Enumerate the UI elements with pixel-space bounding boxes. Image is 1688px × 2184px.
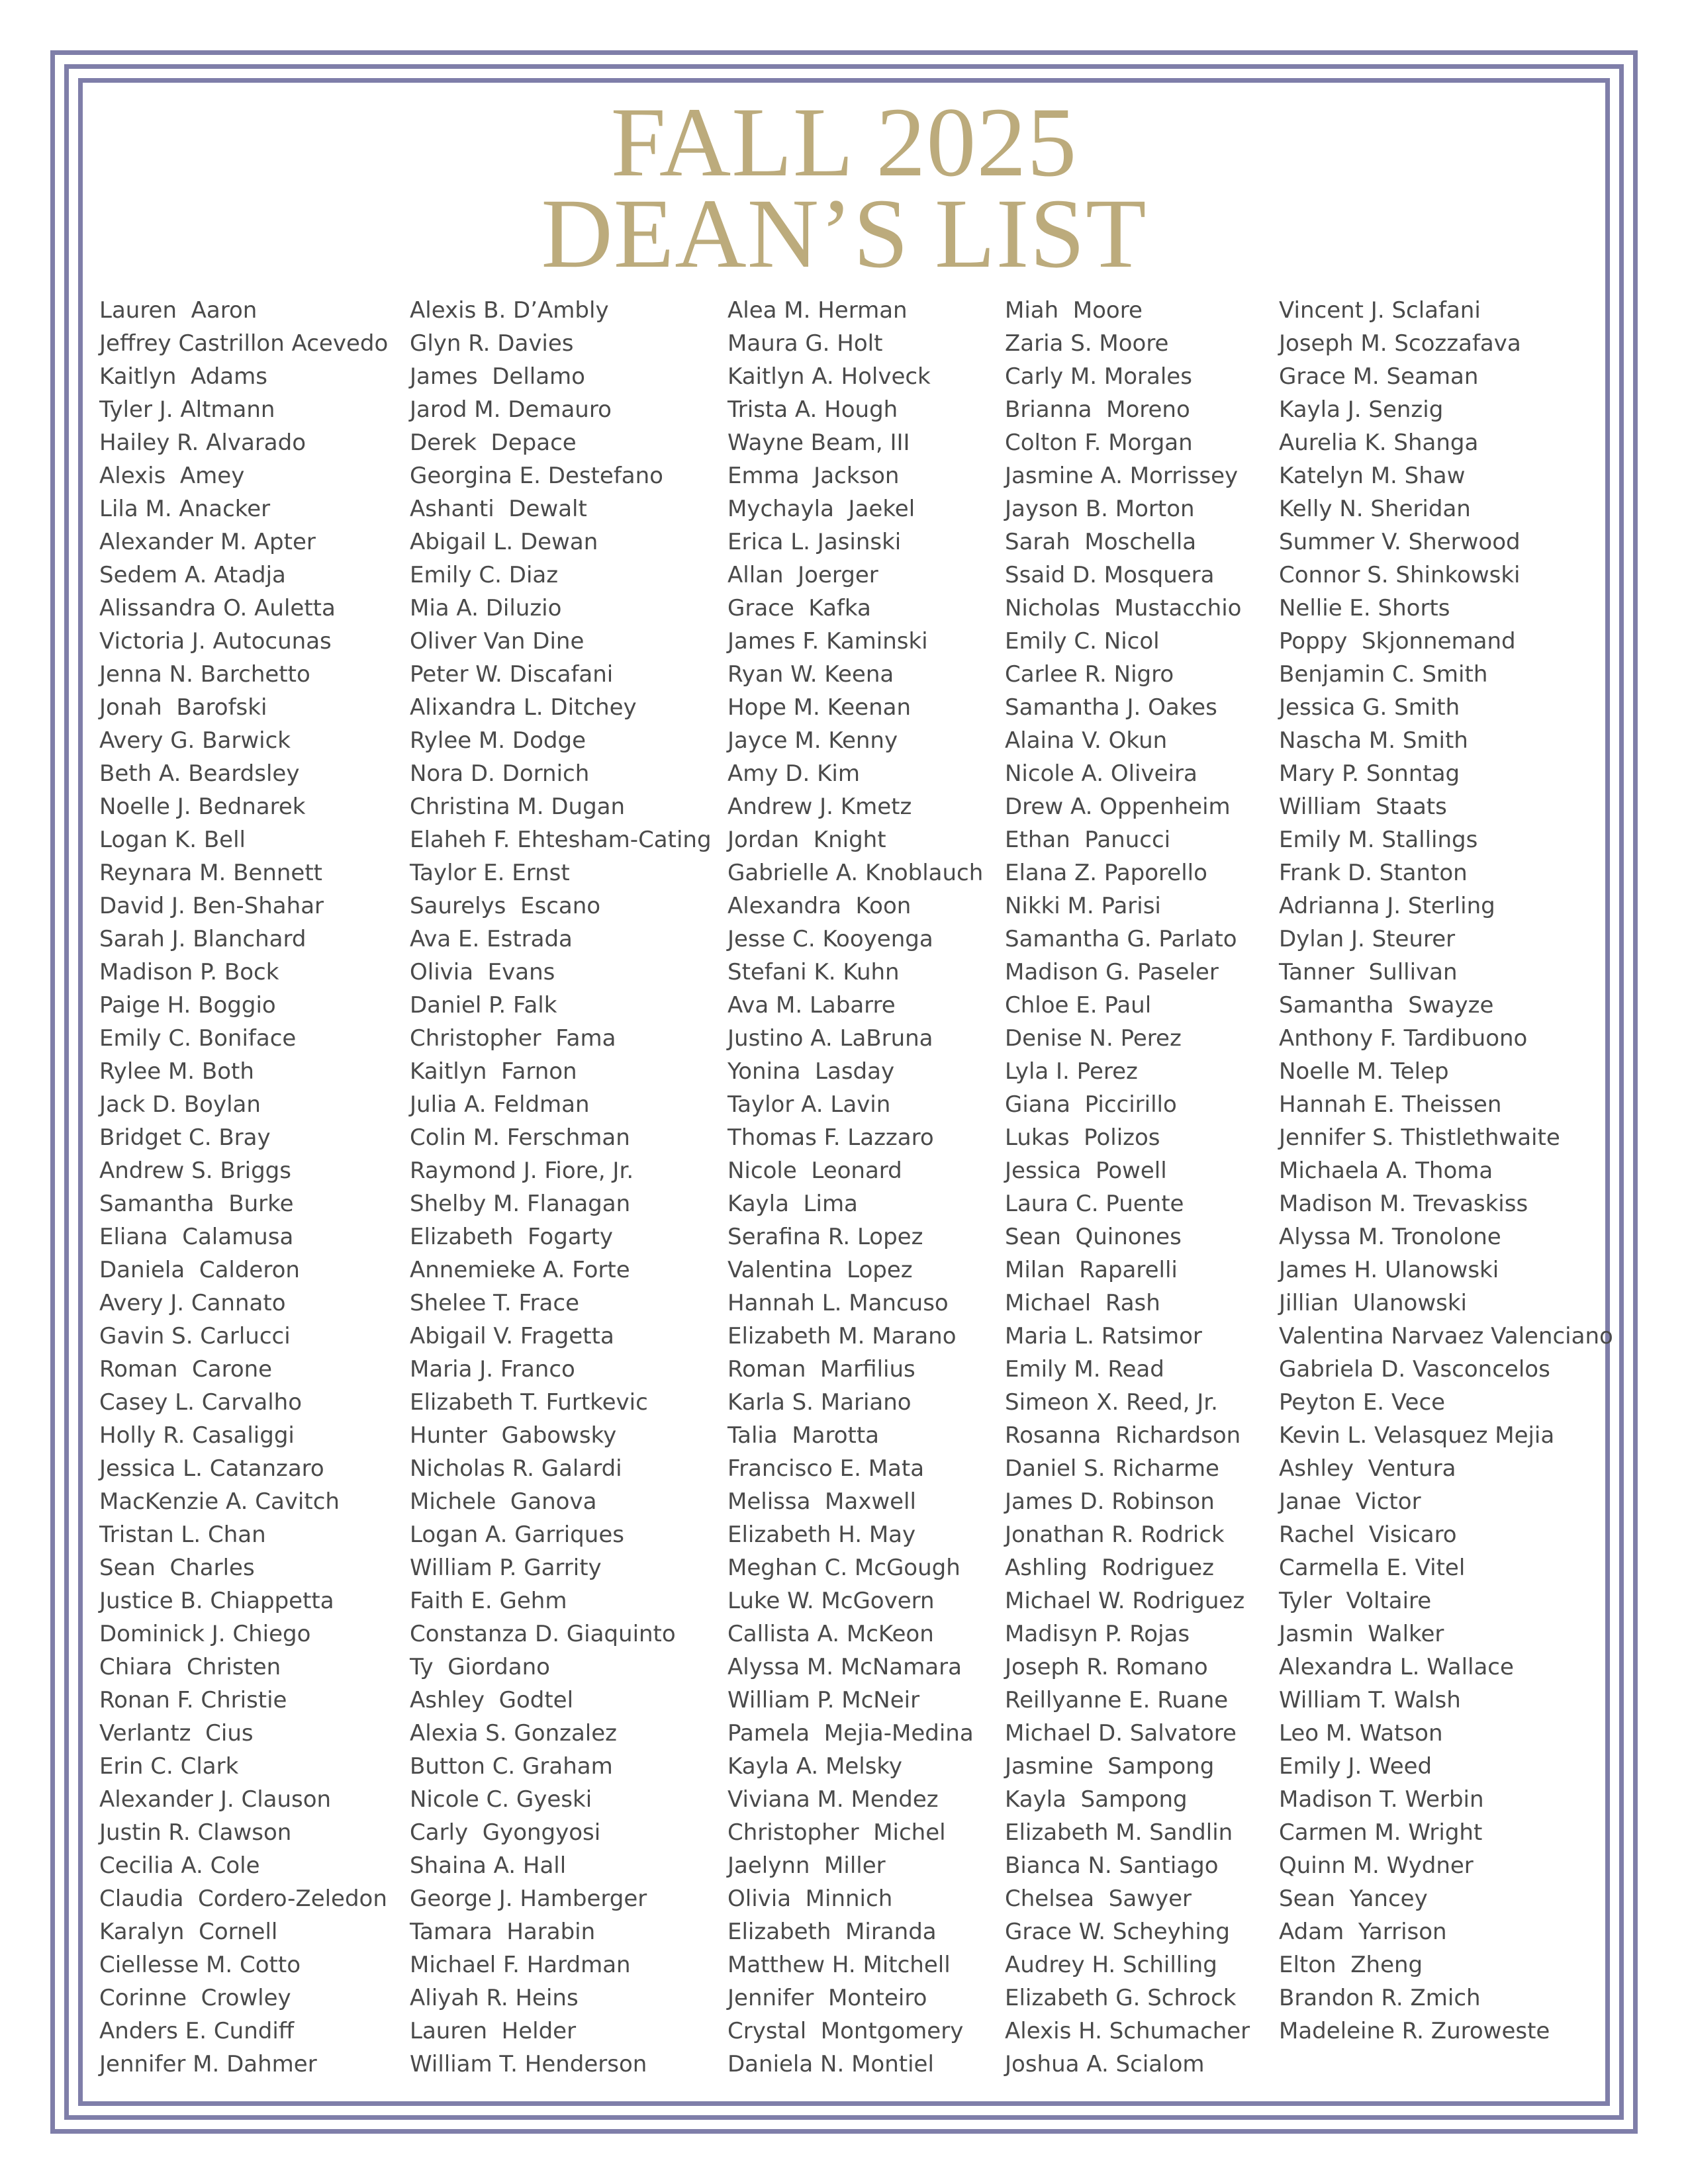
- student-name: Karalyn Cornell: [99, 1919, 278, 1945]
- student-name: Jordan Knight: [727, 827, 886, 853]
- student-name: Elizabeth H. May: [727, 1522, 916, 1548]
- student-name: Colin M. Ferschman: [410, 1124, 630, 1151]
- student-name: Beth A. Beardsley: [99, 760, 300, 787]
- student-name: Chiara Christen: [99, 1654, 281, 1680]
- student-name: Joseph M. Scozzafava: [1279, 330, 1521, 357]
- student-name: Alexander M. Apter: [99, 529, 316, 555]
- student-name: Summer V. Sherwood: [1279, 529, 1521, 555]
- student-name: Lila M. Anacker: [99, 496, 271, 522]
- student-name: Talia Marotta: [727, 1422, 880, 1449]
- student-name: Miah Moore: [1005, 297, 1143, 324]
- student-name: Bianca N. Santiago: [1005, 1852, 1219, 1879]
- name-column-3: [727, 294, 983, 2081]
- name-column-2: [410, 294, 712, 2081]
- student-name: Jasmine A. Morrissey: [1005, 463, 1239, 489]
- student-name: Mychayla Jaekel: [727, 496, 915, 522]
- student-name: Chloe E. Paul: [1005, 992, 1152, 1019]
- student-name: Dylan J. Steurer: [1279, 926, 1456, 952]
- student-name: Rachel Visicaro: [1279, 1522, 1457, 1548]
- student-name: Jennifer S. Thistlethwaite: [1279, 1124, 1560, 1151]
- student-name: Roman Marfilius: [727, 1356, 915, 1383]
- student-name: Carly M. Morales: [1005, 363, 1192, 390]
- student-name: Constanza D. Giaquinto: [410, 1621, 676, 1647]
- student-name: Casey L. Carvalho: [99, 1389, 302, 1416]
- student-name: Gabriela D. Vasconcelos: [1279, 1356, 1550, 1383]
- student-name: Frank D. Stanton: [1279, 860, 1468, 886]
- student-name: MacKenzie A. Cavitch: [99, 1488, 340, 1515]
- student-name: Zaria S. Moore: [1005, 330, 1169, 357]
- student-name: Derek Depace: [410, 430, 577, 456]
- student-name: Maria L. Ratsimor: [1005, 1323, 1202, 1349]
- student-name: Oliver Van Dine: [410, 628, 585, 655]
- student-name: Tristan L. Chan: [99, 1522, 266, 1548]
- student-name: Annemieke A. Forte: [410, 1257, 630, 1283]
- student-name: Gabrielle A. Knoblauch: [727, 860, 984, 886]
- student-name: Lauren Helder: [410, 2018, 577, 2044]
- student-name: Michele Ganova: [410, 1488, 597, 1515]
- student-name: Jennifer Monteiro: [727, 1985, 927, 2011]
- student-name: Jeffrey Castrillon Acevedo: [99, 330, 389, 357]
- student-name: Madison G. Paseler: [1005, 959, 1219, 985]
- student-name: Justino A. LaBruna: [727, 1025, 933, 1052]
- student-name: Michael Rash: [1005, 1290, 1160, 1316]
- student-name: Yonina Lasday: [727, 1058, 895, 1085]
- student-name: Leo M. Watson: [1279, 1720, 1443, 1747]
- student-name: James D. Robinson: [1005, 1488, 1215, 1515]
- student-name: Maura G. Holt: [727, 330, 883, 357]
- student-name: Corinne Crowley: [99, 1985, 291, 2011]
- student-name: Kaitlyn A. Holveck: [727, 363, 931, 390]
- student-name: Lyla I. Perez: [1005, 1058, 1138, 1085]
- student-name: Taylor A. Lavin: [727, 1091, 891, 1118]
- student-name: Alyssa M. McNamara: [727, 1654, 962, 1680]
- student-name: Alissandra O. Auletta: [99, 595, 336, 621]
- student-name: Elizabeth T. Furtkevic: [410, 1389, 648, 1416]
- student-name: Samantha G. Parlato: [1005, 926, 1237, 952]
- student-name: James F. Kaminski: [727, 628, 928, 655]
- student-name: Roman Carone: [99, 1356, 273, 1383]
- student-name: James Dellamo: [410, 363, 585, 390]
- student-name: Maria J. Franco: [410, 1356, 575, 1383]
- student-name: Tanner Sullivan: [1279, 959, 1458, 985]
- student-name: Cecilia A. Cole: [99, 1852, 260, 1879]
- student-name: Drew A. Oppenheim: [1005, 794, 1231, 820]
- student-name: Nikki M. Parisi: [1005, 893, 1161, 919]
- student-name: William P. Garrity: [410, 1555, 602, 1581]
- student-name: Christopher Michel: [727, 1819, 946, 1846]
- student-name: Emily J. Weed: [1279, 1753, 1432, 1780]
- student-name: Ashley Godtel: [410, 1687, 574, 1713]
- name-column-1: [99, 294, 388, 2081]
- student-name: Adrianna J. Sterling: [1279, 893, 1495, 919]
- student-name: Joshua A. Scialom: [1005, 2051, 1205, 2077]
- student-name: Verlantz Cius: [99, 1720, 254, 1747]
- student-name: Colton F. Morgan: [1005, 430, 1193, 456]
- student-name: Christina M. Dugan: [410, 794, 626, 820]
- student-name: Bridget C. Bray: [99, 1124, 271, 1151]
- student-name: Reynara M. Bennett: [99, 860, 323, 886]
- student-name: Logan K. Bell: [99, 827, 246, 853]
- student-name: Daniel P. Falk: [410, 992, 557, 1019]
- student-name: William T. Walsh: [1279, 1687, 1461, 1713]
- student-name: Nicholas Mustacchio: [1005, 595, 1242, 621]
- student-name: Crystal Montgomery: [727, 2018, 964, 2044]
- title-line-1: FALL 2025: [610, 87, 1078, 197]
- student-name: Elana Z. Paporello: [1005, 860, 1207, 886]
- student-name: Nicholas R. Galardi: [410, 1455, 622, 1482]
- student-name: Alyssa M. Tronolone: [1279, 1224, 1501, 1250]
- student-name: Jonah Barofski: [99, 694, 267, 721]
- student-name: Ava E. Estrada: [410, 926, 573, 952]
- student-name: Jack D. Boylan: [99, 1091, 261, 1118]
- student-name: Erin C. Clark: [99, 1753, 239, 1780]
- student-name: Mia A. Diluzio: [410, 595, 562, 621]
- student-name: Aliyah R. Heins: [410, 1985, 579, 2011]
- student-name: Daniel S. Richarme: [1005, 1455, 1219, 1482]
- student-name: Elizabeth G. Schrock: [1005, 1985, 1237, 2011]
- student-name: Kayla Lima: [727, 1191, 858, 1217]
- student-name: Carly Gyongyosi: [410, 1819, 601, 1846]
- student-name: Andrew J. Kmetz: [727, 794, 912, 820]
- student-name: Poppy Skjonnemand: [1279, 628, 1516, 655]
- student-name: Amy D. Kim: [727, 760, 860, 787]
- student-name: Hailey R. Alvarado: [99, 430, 306, 456]
- student-name: Jaelynn Miller: [727, 1852, 886, 1879]
- student-name: Luke W. McGovern: [727, 1588, 935, 1614]
- student-name: Brandon R. Zmich: [1279, 1985, 1481, 2011]
- student-name: Avery J. Cannato: [99, 1290, 286, 1316]
- student-name: Sedem A. Atadja: [99, 562, 286, 588]
- student-name: Denise N. Perez: [1005, 1025, 1182, 1052]
- student-name: Ava M. Labarre: [727, 992, 896, 1019]
- student-name: Laura C. Puente: [1005, 1191, 1184, 1217]
- student-name: Kayla A. Melsky: [727, 1753, 903, 1780]
- student-name: Rylee M. Both: [99, 1058, 254, 1085]
- student-name: Simeon X. Reed, Jr.: [1005, 1389, 1218, 1416]
- student-name: Noelle M. Telep: [1279, 1058, 1449, 1085]
- student-name: Madison M. Trevaskiss: [1279, 1191, 1528, 1217]
- student-name: Button C. Graham: [410, 1753, 613, 1780]
- student-name: Olivia Evans: [410, 959, 555, 985]
- student-name: Melissa Maxwell: [727, 1488, 916, 1515]
- student-name: Emma Jackson: [727, 463, 900, 489]
- student-name: Logan A. Garriques: [410, 1522, 624, 1548]
- student-name: Noelle J. Bednarek: [99, 794, 306, 820]
- student-name: Shelby M. Flanagan: [410, 1191, 631, 1217]
- student-name: Claudia Cordero-Zeledon: [99, 1886, 387, 1912]
- student-name: Elizabeth Fogarty: [410, 1224, 614, 1250]
- student-name: Kaitlyn Adams: [99, 363, 267, 390]
- student-name: Alexandra Koon: [727, 893, 912, 919]
- student-name: Kevin L. Velasquez Mejia: [1279, 1422, 1555, 1449]
- student-name: Matthew H. Mitchell: [727, 1952, 951, 1978]
- student-name: Benjamin C. Smith: [1279, 661, 1488, 688]
- student-name: Jesse C. Kooyenga: [727, 926, 933, 952]
- student-name: Ronan F. Christie: [99, 1687, 287, 1713]
- student-name: Allan Joerger: [727, 562, 878, 588]
- student-name: Madisyn P. Rojas: [1005, 1621, 1190, 1647]
- student-name: Elton Zheng: [1279, 1952, 1423, 1978]
- student-name: Wayne Beam, III: [727, 430, 910, 456]
- student-name: Anders E. Cundiff: [99, 2018, 295, 2044]
- student-name: William T. Henderson: [410, 2051, 647, 2077]
- student-name: Reillyanne E. Ruane: [1005, 1687, 1229, 1713]
- student-name: Victoria J. Autocunas: [99, 628, 332, 655]
- student-name: Ashley Ventura: [1279, 1455, 1456, 1482]
- student-name: Paige H. Boggio: [99, 992, 276, 1019]
- student-name: Hunter Gabowsky: [410, 1422, 617, 1449]
- student-name: Rylee M. Dodge: [410, 727, 586, 754]
- student-name: Peyton E. Vece: [1279, 1389, 1446, 1416]
- student-name: Thomas F. Lazzaro: [727, 1124, 934, 1151]
- student-name: Jonathan R. Rodrick: [1005, 1522, 1225, 1548]
- student-name: Glyn R. Davies: [410, 330, 574, 357]
- student-name: Alexis B. D’Ambly: [410, 297, 609, 324]
- student-name: Ashanti Dewalt: [410, 496, 587, 522]
- student-name: Jayson B. Morton: [1005, 496, 1195, 522]
- student-name: Lukas Polizos: [1005, 1124, 1160, 1151]
- student-name: Jasmine Sampong: [1005, 1753, 1215, 1780]
- name-column-5: [1279, 294, 1613, 2048]
- student-name: Elizabeth Miranda: [727, 1919, 937, 1945]
- title-line-2: DEAN’S LIST: [541, 179, 1147, 289]
- student-name: Meghan C. McGough: [727, 1555, 961, 1581]
- student-name: Georgina E. Destefano: [410, 463, 663, 489]
- student-name: Madison P. Bock: [99, 959, 279, 985]
- student-name: Serafina R. Lopez: [727, 1224, 923, 1250]
- student-name: Carmella E. Vitel: [1279, 1555, 1466, 1581]
- student-name: Daniela Calderon: [99, 1257, 300, 1283]
- student-name: Aurelia K. Shanga: [1279, 430, 1479, 456]
- student-name: Francisco E. Mata: [727, 1455, 925, 1482]
- student-name: Elaheh F. Ehtesham-Cating: [410, 827, 712, 853]
- student-name: Justice B. Chiappetta: [99, 1588, 334, 1614]
- student-name: Ashling Rodriguez: [1005, 1555, 1214, 1581]
- student-name: Nascha M. Smith: [1279, 727, 1468, 754]
- student-name: Saurelys Escano: [410, 893, 601, 919]
- student-name: Madeleine R. Zuroweste: [1279, 2018, 1550, 2044]
- student-name: Tamara Harabin: [410, 1919, 596, 1945]
- student-name: Daniela N. Montiel: [727, 2051, 934, 2077]
- student-name: Kayla Sampong: [1005, 1786, 1188, 1813]
- student-name: Alaina V. Okun: [1005, 727, 1168, 754]
- student-name: Gavin S. Carlucci: [99, 1323, 291, 1349]
- student-name: Dominick J. Chiego: [99, 1621, 311, 1647]
- student-name: Samantha Burke: [99, 1191, 294, 1217]
- student-name: Quinn M. Wydner: [1279, 1852, 1474, 1879]
- student-name: Avery G. Barwick: [99, 727, 291, 754]
- student-name: Emily C. Diaz: [410, 562, 559, 588]
- student-name: Christopher Fama: [410, 1025, 616, 1052]
- student-name: Carmen M. Wright: [1279, 1819, 1483, 1846]
- student-name: Callista A. McKeon: [727, 1621, 934, 1647]
- student-name: Nellie E. Shorts: [1279, 595, 1450, 621]
- student-name: Emily M. Read: [1005, 1356, 1164, 1383]
- student-name: David J. Ben-Shahar: [99, 893, 324, 919]
- student-name: Hannah L. Mancuso: [727, 1290, 949, 1316]
- student-name: Jillian Ulanowski: [1279, 1290, 1467, 1316]
- student-name: George J. Hamberger: [410, 1886, 647, 1912]
- student-name: Milan Raparelli: [1005, 1257, 1178, 1283]
- student-name: Samantha Swayze: [1279, 992, 1494, 1019]
- student-name: Michael W. Rodriguez: [1005, 1588, 1245, 1614]
- student-name: Hannah E. Theissen: [1279, 1091, 1502, 1118]
- student-name: Alea M. Herman: [727, 297, 908, 324]
- student-name: Carlee R. Nigro: [1005, 661, 1174, 688]
- student-name: Viviana M. Mendez: [727, 1786, 939, 1813]
- student-name: Valentina Lopez: [727, 1257, 913, 1283]
- student-name: Katelyn M. Shaw: [1279, 463, 1466, 489]
- student-name: Kelly N. Sheridan: [1279, 496, 1471, 522]
- student-name: Sean Quinones: [1005, 1224, 1182, 1250]
- student-name: Rosanna Richardson: [1005, 1422, 1241, 1449]
- student-name: Grace M. Seaman: [1279, 363, 1479, 390]
- student-name: Vincent J. Sclafani: [1279, 297, 1481, 324]
- student-name: Julia A. Feldman: [410, 1091, 590, 1118]
- student-name: William P. McNeir: [727, 1687, 920, 1713]
- student-name: Grace Kafka: [727, 595, 871, 621]
- student-name: James H. Ulanowski: [1279, 1257, 1499, 1283]
- student-name: Kaitlyn Farnon: [410, 1058, 577, 1085]
- student-name: Pamela Mejia-Medina: [727, 1720, 974, 1747]
- student-name: Ryan W. Keena: [727, 661, 894, 688]
- student-name: Alexander J. Clauson: [99, 1786, 332, 1813]
- student-name: Sean Charles: [99, 1555, 255, 1581]
- student-name: Alexis Amey: [99, 463, 245, 489]
- student-name: Samantha J. Oakes: [1005, 694, 1217, 721]
- student-name: Sean Yancey: [1279, 1886, 1428, 1912]
- student-name: Ciellesse M. Cotto: [99, 1952, 301, 1978]
- student-name: Brianna Moreno: [1005, 396, 1190, 423]
- student-name: Elizabeth M. Sandlin: [1005, 1819, 1233, 1846]
- student-name: Ssaid D. Mosquera: [1005, 562, 1215, 588]
- student-name: Faith E. Gehm: [410, 1588, 567, 1614]
- student-name: Nicole Leonard: [727, 1158, 902, 1184]
- student-name: Adam Yarrison: [1279, 1919, 1447, 1945]
- student-name: William Staats: [1279, 794, 1447, 820]
- student-name: Elizabeth M. Marano: [727, 1323, 957, 1349]
- student-name: Audrey H. Schilling: [1005, 1952, 1217, 1978]
- student-name: Jasmin Walker: [1279, 1621, 1444, 1647]
- student-name: Michael F. Hardman: [410, 1952, 631, 1978]
- student-name: Peter W. Discafani: [410, 661, 614, 688]
- student-name: Erica L. Jasinski: [727, 529, 902, 555]
- student-name: Alexia S. Gonzalez: [410, 1720, 618, 1747]
- student-name: Anthony F. Tardibuono: [1279, 1025, 1528, 1052]
- student-name: Emily C. Nicol: [1005, 628, 1160, 655]
- student-name: Emily C. Boniface: [99, 1025, 297, 1052]
- student-name: Abigail V. Fragetta: [410, 1323, 614, 1349]
- student-name: Jayce M. Kenny: [727, 727, 898, 754]
- student-name: Grace W. Scheyhing: [1005, 1919, 1230, 1945]
- student-name: Janae Victor: [1279, 1488, 1421, 1515]
- student-name: Hope M. Keenan: [727, 694, 911, 721]
- student-name: Ty Giordano: [410, 1654, 550, 1680]
- student-name: Justin R. Clawson: [99, 1819, 292, 1846]
- student-name: Sarah J. Blanchard: [99, 926, 306, 952]
- student-name: Andrew S. Briggs: [99, 1158, 291, 1184]
- name-column-4: [1005, 294, 1250, 2081]
- student-name: Sarah Moschella: [1005, 529, 1197, 555]
- student-name: Emily M. Stallings: [1279, 827, 1478, 853]
- student-name: Lauren Aaron: [99, 297, 258, 324]
- student-name: Tyler J. Altmann: [99, 396, 275, 423]
- student-name: Raymond J. Fiore, Jr.: [410, 1158, 634, 1184]
- student-name: Nora D. Dornich: [410, 760, 590, 787]
- student-name: Stefani K. Kuhn: [727, 959, 900, 985]
- student-name: Jarod M. Demauro: [410, 396, 612, 423]
- student-name: Giana Piccirillo: [1005, 1091, 1177, 1118]
- student-name: Mary P. Sonntag: [1279, 760, 1460, 787]
- student-name: Eliana Calamusa: [99, 1224, 294, 1250]
- student-name: Valentina Narvaez Valenciano: [1279, 1323, 1613, 1349]
- student-name: Nicole A. Oliveira: [1005, 760, 1197, 787]
- student-name: Nicole C. Gyeski: [410, 1786, 592, 1813]
- student-name: Jessica Powell: [1005, 1158, 1167, 1184]
- student-name: Connor S. Shinkowski: [1279, 562, 1521, 588]
- student-name: Abigail L. Dewan: [410, 529, 598, 555]
- student-name: Joseph R. Romano: [1005, 1654, 1208, 1680]
- student-name: Michaela A. Thoma: [1279, 1158, 1493, 1184]
- student-name: Kayla J. Senzig: [1279, 396, 1444, 423]
- student-name: Trista A. Hough: [727, 396, 898, 423]
- student-name: Jennifer M. Dahmer: [99, 2051, 317, 2077]
- student-name: Olivia Minnich: [727, 1886, 893, 1912]
- student-name: Shaina A. Hall: [410, 1852, 567, 1879]
- student-name: Alexis H. Schumacher: [1005, 2018, 1250, 2044]
- student-name: Jessica L. Catanzaro: [99, 1455, 324, 1482]
- student-name: Shelee T. Frace: [410, 1290, 579, 1316]
- student-name: Alixandra L. Ditchey: [410, 694, 637, 721]
- student-name: Taylor E. Ernst: [410, 860, 570, 886]
- student-name: Tyler Voltaire: [1279, 1588, 1432, 1614]
- student-name: Karla S. Mariano: [727, 1389, 912, 1416]
- student-name: Alexandra L. Wallace: [1279, 1654, 1514, 1680]
- student-name: Jessica G. Smith: [1279, 694, 1460, 721]
- student-name: Holly R. Casaliggi: [99, 1422, 295, 1449]
- student-name: Jenna N. Barchetto: [99, 661, 310, 688]
- student-name: Madison T. Werbin: [1279, 1786, 1484, 1813]
- student-name: Michael D. Salvatore: [1005, 1720, 1237, 1747]
- student-name: Ethan Panucci: [1005, 827, 1171, 853]
- student-name: Chelsea Sawyer: [1005, 1886, 1192, 1912]
